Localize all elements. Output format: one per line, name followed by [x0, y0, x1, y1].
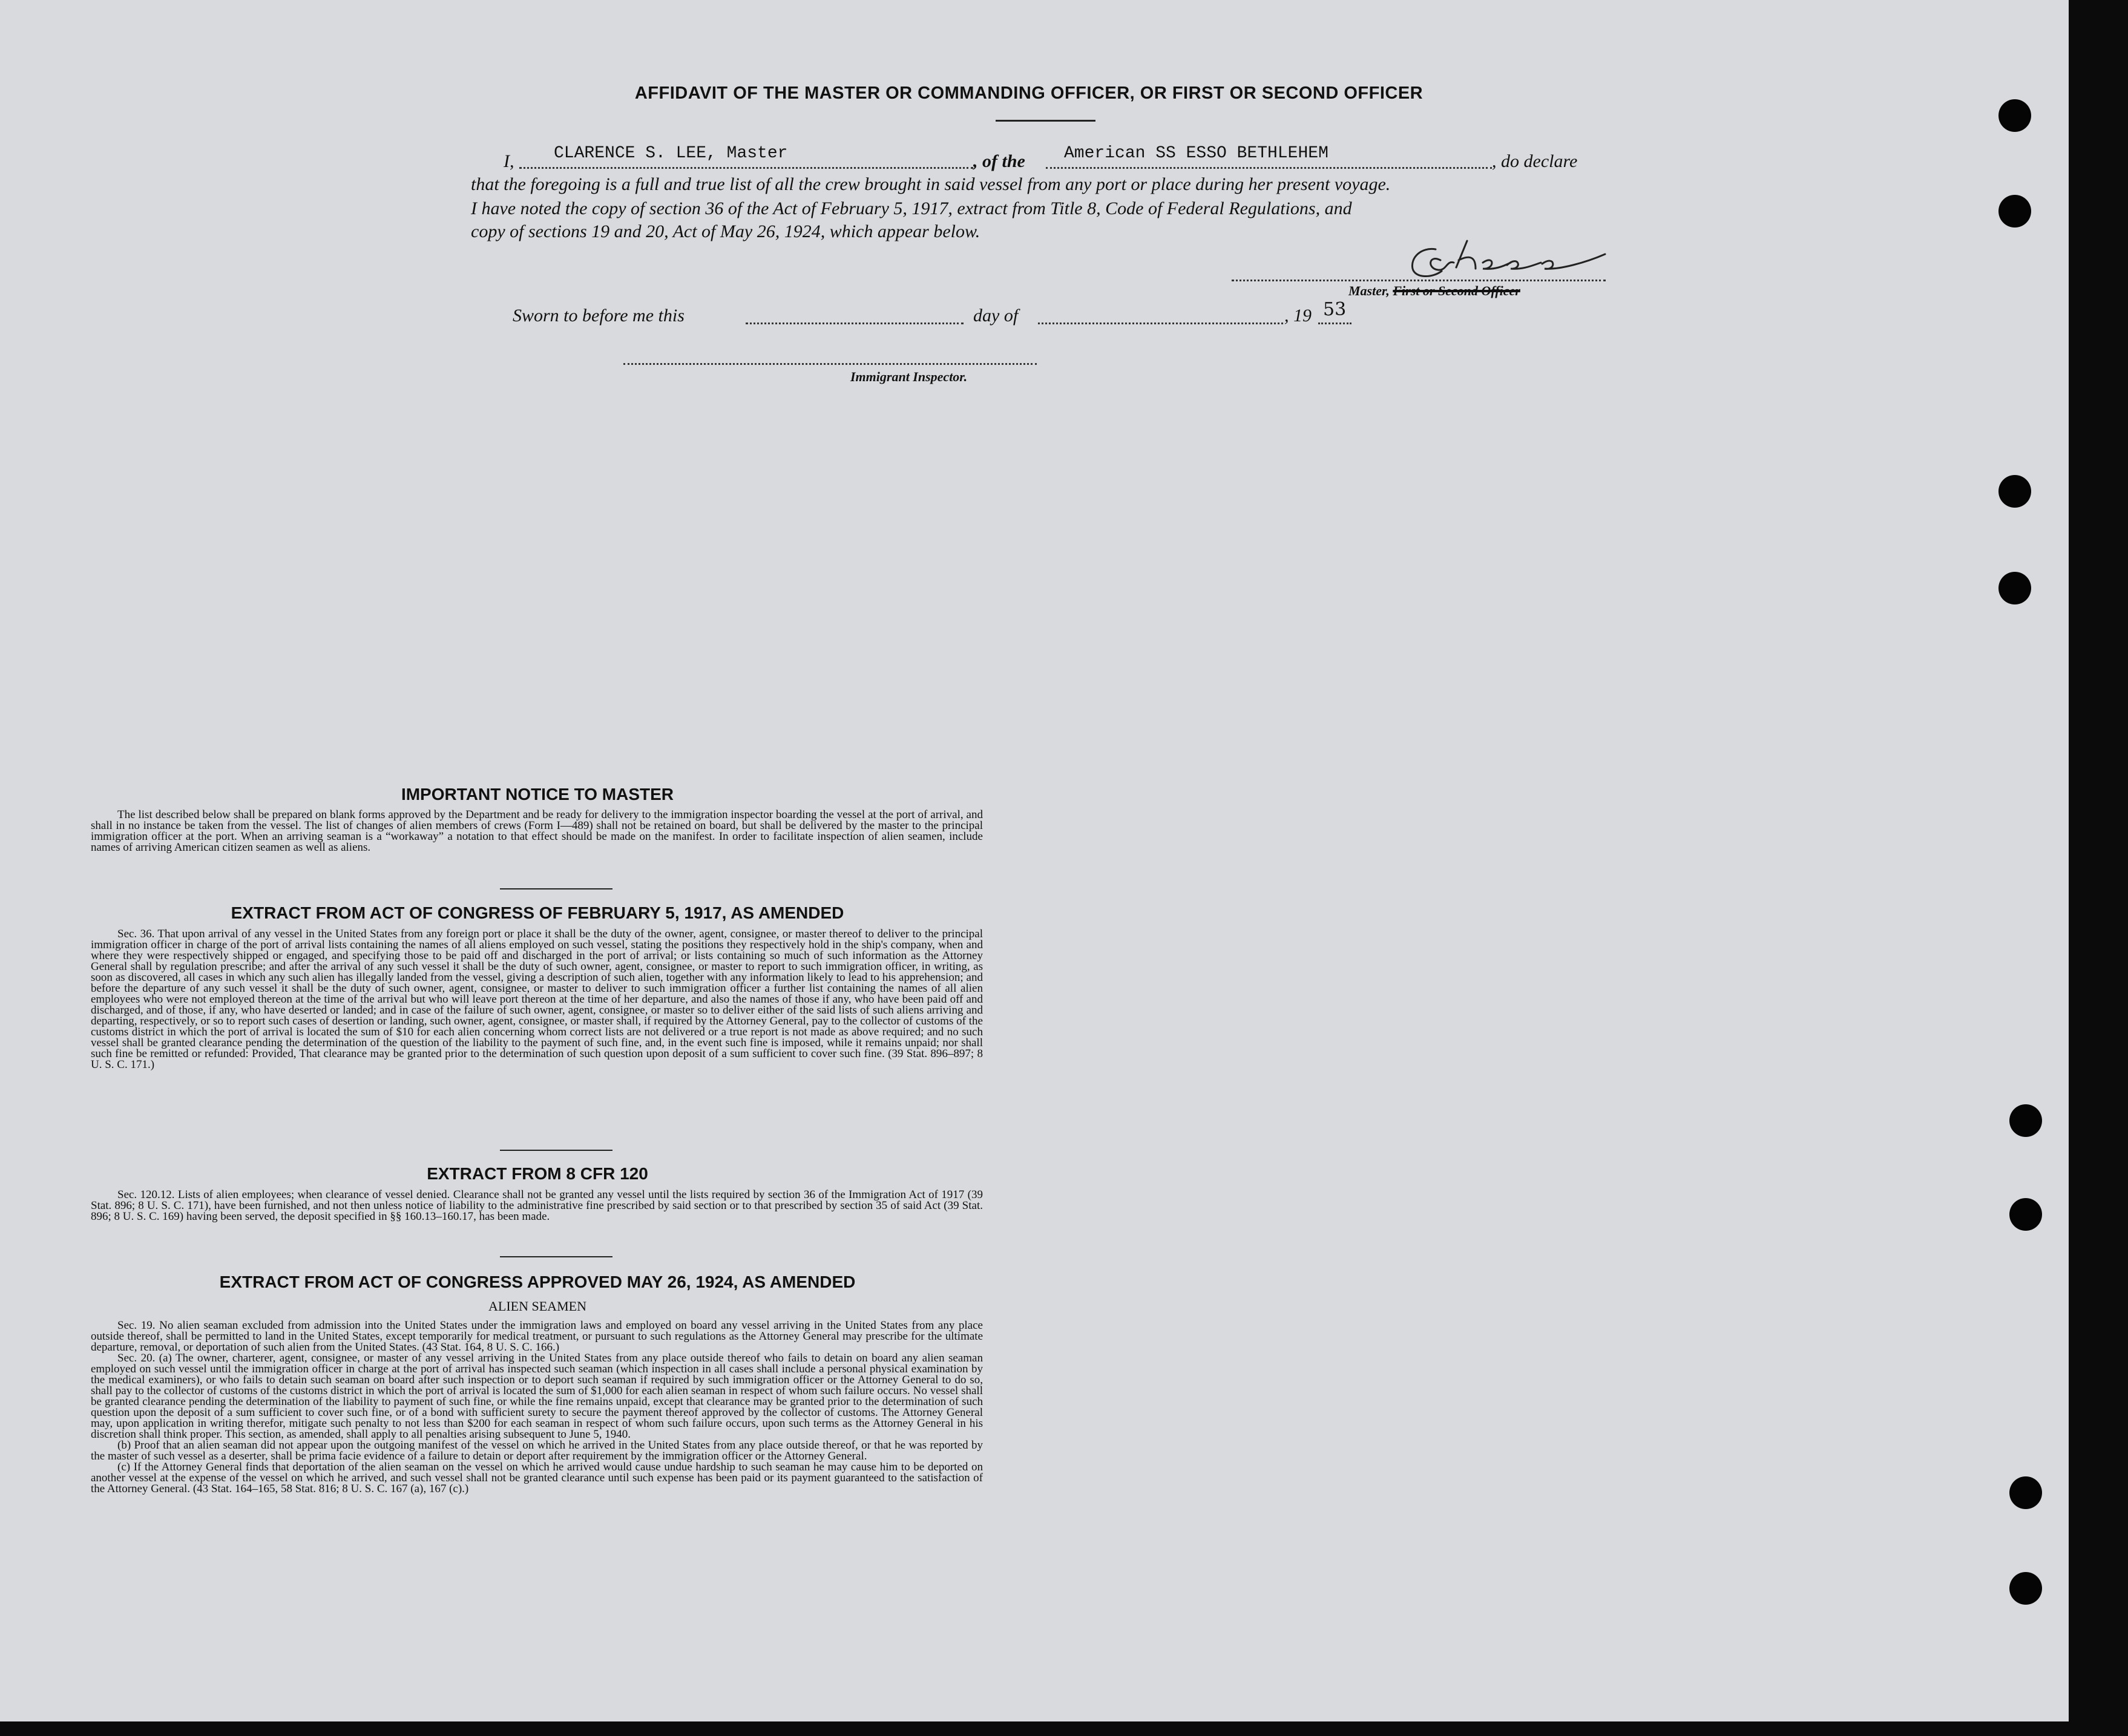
title-underline: [996, 120, 1095, 122]
punch-hole: [1998, 572, 2031, 604]
extract-1917-title: EXTRACT FROM ACT OF CONGRESS OF FEBRUARY 5, 1917, AS AMENDED: [231, 903, 844, 922]
affidavit-prefix: I,: [504, 151, 514, 171]
inspector-label: Immigrant Inspector.: [850, 369, 968, 384]
punch-hole: [2009, 1104, 2042, 1137]
extract-1917-text: [91, 929, 983, 1070]
of-the-label: , of the: [973, 151, 1025, 171]
declaration-line-1: that the foregoing is a full and true list of all the crew brought in said vessel from any port or place during her present voyage.: [471, 174, 1391, 194]
divider-2: [500, 1150, 612, 1151]
year-handwritten: 53: [1323, 299, 1347, 320]
sworn-label: Sworn to before me this: [513, 306, 685, 326]
inspector-signature-line: [623, 351, 1037, 365]
punch-hole: [2009, 1198, 2042, 1231]
notice-title: IMPORTANT NOTICE TO MASTER: [401, 785, 674, 804]
extract-cfr-text: [91, 1190, 983, 1222]
extract-1924-text: [91, 1320, 983, 1495]
alien-seamen-subtitle: ALIEN SEAMEN: [488, 1299, 586, 1314]
notice-paragraph: The list described below shall be prepared on blank forms approved by the Department and be ready for delivery to the immigration inspector boarding the vessel at the port of arrival, and shall in no instance be taken from the vessel. The list of changes of alien members of crews (Form I—489) shall not be retained on board, but shall be delivered by the master to the principal immigration officer at the port. When an arriving seaman is a “workaway” a notation to that effect should be made on the manifest. In order to facilitate inspection of alien seamen, include names of arriving American citizen seamen as well as aliens.: [91, 808, 983, 854]
extract-1924-title: EXTRACT FROM ACT OF CONGRESS APPROVED MAY 26, 1924, AS AMENDED: [219, 1273, 856, 1291]
declaration-line-3: copy of sections 19 and 20, Act of May 26, 1924, which appear below.: [471, 221, 980, 241]
notice-text: [91, 810, 983, 853]
do-declare-label: , do declare: [1492, 151, 1578, 171]
punch-hole: [1998, 195, 2031, 228]
vessel-name-field: American SS ESSO BETHLEHEM: [1064, 144, 1328, 163]
section-20c-paragraph: (c) If the Attorney General finds that deportation of the alien seaman on the vessel on which he arrived would cause undue hardship to such seaman he may cause him to be deported on another vessel at the expense of the vessel on which he arrived, and such vessel shall not be granted clearance until such expense has been paid or its payment guaranteed to the satisfaction of the Attorney General. (43 Stat. 164–165, 58 Stat. 816; 8 U. S. C. 167 (a), 167 (c).): [91, 1461, 983, 1495]
sworn-month-line: [1038, 306, 1283, 324]
master-title: Master,: [1348, 283, 1390, 298]
punch-hole: [1998, 99, 2031, 132]
master-name-field: CLARENCE S. LEE, Master: [554, 144, 788, 163]
day-of-label: day of: [973, 306, 1019, 326]
section-20a-paragraph: Sec. 20. (a) The owner, charterer, agent, consignee, or master of any vessel arriving in the United States from any place outside thereof who fails to detain on board any alien seaman employed on such vessel until the immigration officer in charge at the port of arrival has inspected such seaman (which inspection in all cases shall include a personal physical examination by the medical examiners), or who fails to detain such seaman on board after such inspection or to deport such seaman if required by such immigration officer or the Attorney General to do so, shall pay to the collector of customs of the customs district in which the port of arrival is located the sum of $1,000 for each alien seaman in respect of whom such failure occurs. No vessel shall be granted clearance pending the determination of the liability to payment of such fine, or while the fine remains unpaid, except that clearance may be granted prior to the determination of such question upon the deposit of a sum sufficient to cover such fine, or of a bond with sufficient surety to secure the payment thereof approved by the collector of customs. The Attorney General may, upon application in writing therefor, mitigate such penalty to not less than $200 for each seaman in respect of whom such failure occurs, upon such terms as the Attorney General in his discretion shall think proper. This section, as amended, shall apply to all penalties arising subsequent to June 5, 1940.: [91, 1352, 983, 1441]
section-120-12-paragraph: Sec. 120.12. Lists of alien employees; when clearance of vessel denied. Clearance shall not be granted any vessel until the lists required by section 36 of the Immigration Act of 1917 (39 Stat. 896; 8 U. S. C. 171), have been furnished, and not then unless notice of liability to the administrative fine prescribed by said section or to that prescribed by section 35 of said Act (39 Stat. 896; 8 U. S. C. 169) having been served, the deposit specified in §§ 160.13–160.17, has been made.: [91, 1188, 983, 1223]
section-20b-paragraph: (b) Proof that an alien seaman did not appear upon the outgoing manifest of the vessel on which he arrived in the United States from any place outside thereof, or that he was reported by the master of such vessel as a deserter, shall be prima facie evidence of a failure to detain or deport after requirement by the immigration officer or the Attorney General.: [91, 1439, 983, 1462]
divider-1: [500, 888, 612, 889]
signature-line: [1232, 270, 1606, 281]
extract-cfr-title: EXTRACT FROM 8 CFR 120: [427, 1164, 648, 1183]
punch-hole: [2009, 1476, 2042, 1509]
signer-title: [1348, 283, 1520, 299]
year-prefix-label: , 19: [1284, 306, 1312, 326]
punch-hole: [2009, 1572, 2042, 1605]
section-19-paragraph: Sec. 19. No alien seaman excluded from admission into the United States under the immigration laws and employed on board any vessel arriving in the United States from any place outside thereof, shall be permitted to land in the United States, except temporarily for medical treatment, or pursuant to such regulations as the Attorney General may prescribe for the ultimate departure, removal, or deportation of such alien from the United States. (43 Stat. 164, 8 U. S. C. 166.): [91, 1319, 983, 1354]
affidavit-title: AFFIDAVIT OF THE MASTER OR COMMANDING OFFICER, OR FIRST OR SECOND OFFICER: [634, 84, 1424, 103]
punch-hole: [1998, 475, 2031, 508]
section-36-paragraph: Sec. 36. That upon arrival of any vessel in the United States from any foreign port or place it shall be the duty of the owner, agent, consignee, or master thereof to deliver to the principal immigration officer in charge of the port of arrival lists containing the names of all aliens employed on such vessel, stating the positions they respectively hold in the ship's company, when and where they were respectively shipped or engaged, and specifying those to be paid off and discharged in the port of arrival; or lists containing so much of such information as the Attorney General shall by regulation prescribe; and after the arrival of any such vessel it shall be the duty of such owner, agent, consignee, or master to report to such immigration officer, in writing, as soon as discovered, all cases in which any such alien has illegally landed from the vessel, giving a description of such alien, together with any information likely to lead to his apprehension; and before the departure of any such vessel it shall be the duty of such owner, agent, consignee, or master to deliver to such immigration officer a further list containing the names of all alien employees who were not employed thereon at the time of the arrival but who will leave port thereon at the time of her departure, and also the names of those if any, who have been paid off and discharged, and of those, if any, who have deserted or landed; and in case of the failure of such owner, agent, consignee, or master so to deliver either of the said lists of such aliens arriving and departing, respectively, or so to report such cases of desertion or landing, such owner, agent, consignee, or master shall, if required by the Attorney General, pay to the collector of customs of the customs district in which the port of arrival is located the sum of $10 for each alien concerning whom correct lists are not delivered or a true report is not made as above required; and no such vessel shall be granted clearance pending the determination of the question of the liability to the payment of such fine, and, in the event such fine is imposed, while it remains unpaid; nor shall such fine be remitted or refunded: Provided, That clearance may be granted prior to the determination of such question upon deposit of a sum sufficient to cover such fine. (39 Stat. 896–897; 8 U. S. C. 171.): [91, 928, 983, 1071]
sworn-day-line: [746, 306, 964, 324]
divider-3: [500, 1256, 612, 1257]
declaration-line-2: I have noted the copy of section 36 of the Act of February 5, 1917, extract from Title 8, Code of Federal Regulations, and: [471, 198, 1352, 218]
struck-officer-title: First or Second Officer: [1393, 283, 1520, 298]
